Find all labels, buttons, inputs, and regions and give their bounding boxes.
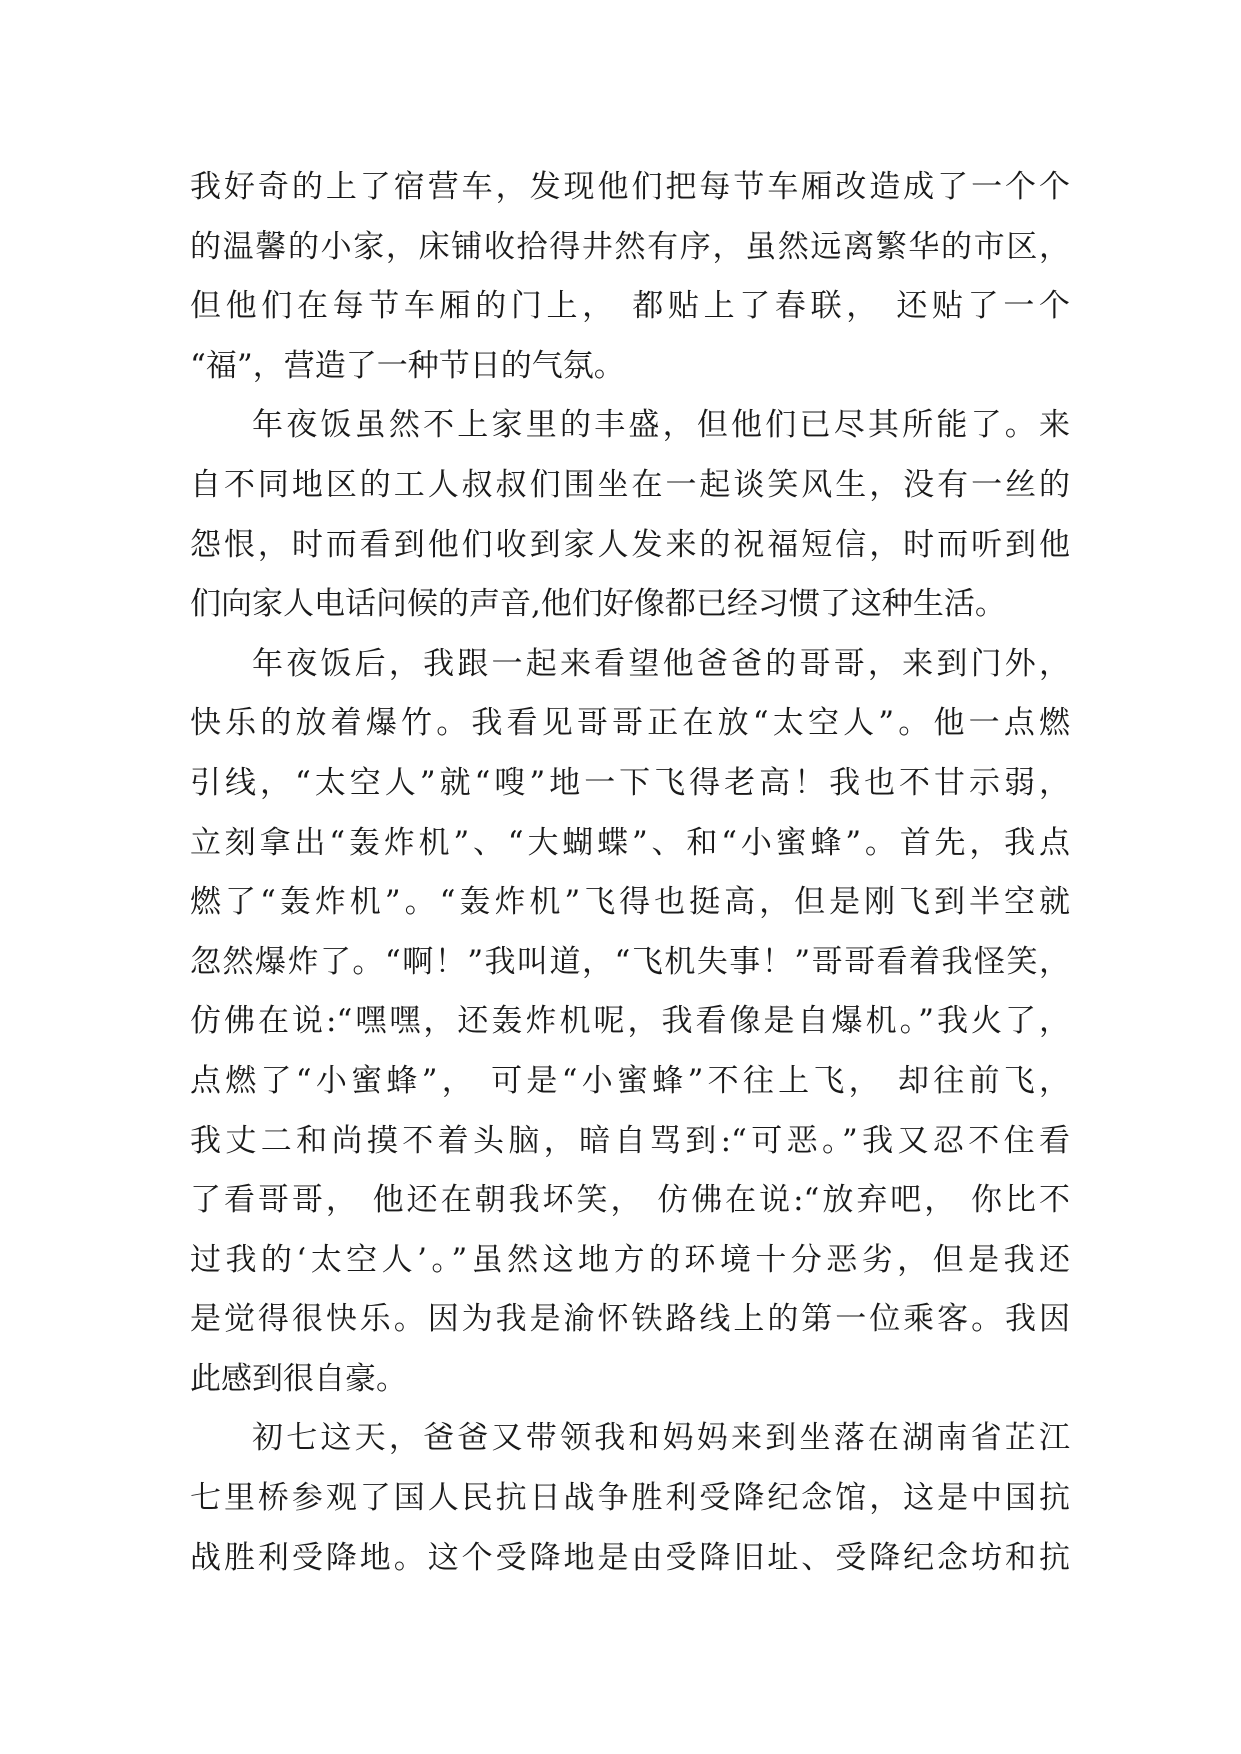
text-line: 七里桥参观了国人民抗日战争胜利受降纪念馆，这是中国抗 <box>190 1480 1070 1517</box>
text-line: 自不同地区的工人叔叔们围坐在一起谈笑风生，没有一丝的 <box>190 466 1070 503</box>
text-line: 我丈二和尚摸不着头脑，暗自骂到:“可恶。”我又忍不住看 <box>190 1122 1070 1159</box>
text-line: 但他们在每节车厢的门上， 都贴上了春联， 还贴了一个 <box>190 288 1070 325</box>
text-line: 快乐的放着爆竹。我看见哥哥正在放“太空人”。他一点燃 <box>190 705 1070 742</box>
text-line: 们向家人电话问候的声音,他们好像都已经习惯了这种生活。 <box>190 586 1006 623</box>
document-body <box>190 158 1070 1588</box>
text-line: 的温馨的小家，床铺收拾得井然有序，虽然远离繁华的市区， <box>190 228 1070 265</box>
paragraph-first-line: 初七这天，爸爸又带领我和妈妈来到坐落在湖南省芷江 <box>252 1420 1070 1457</box>
text-line: 忽然爆炸了。“啊！”我叫道，“飞机失事！”哥哥看着我怪笑， <box>190 943 1070 980</box>
text-line: 此感到很自豪。 <box>190 1360 407 1397</box>
text-line: 怨恨，时而看到他们收到家人发来的祝福短信，时而听到他 <box>190 526 1070 563</box>
paragraph-first-line: 年夜饭后，我跟一起来看望他爸爸的哥哥，来到门外， <box>252 645 1070 682</box>
text-line: 过我的‘太空人’。”虽然这地方的环境十分恶劣，但是我还 <box>190 1241 1070 1278</box>
text-line: 我好奇的上了宿营车，发现他们把每节车厢改造成了一个个 <box>190 169 1070 205</box>
text-line: 了看哥哥， 他还在朝我坏笑， 仿佛在说:“放弃吧， 你比不 <box>190 1182 1070 1219</box>
text-line: “福”，营造了一种节日的气氛。 <box>190 347 625 384</box>
text-line: 燃了“轰炸机”。“轰炸机”飞得也挺高，但是刚飞到半空就 <box>190 884 1070 921</box>
text-line: 是觉得很快乐。因为我是渝怀铁路线上的第一位乘客。我因 <box>190 1301 1070 1338</box>
paragraph-first-line: 年夜饭虽然不上家里的丰盛，但他们已尽其所能了。来 <box>252 407 1070 444</box>
text-line: 战胜利受降地。这个受降地是由受降旧址、受降纪念坊和抗 <box>190 1539 1070 1576</box>
text-line: 点燃了“小蜜蜂”， 可是“小蜜蜂”不往上飞， 却往前飞， <box>190 1062 1070 1099</box>
text-line: 仿佛在说:“嘿嘿，还轰炸机呢，我看像是自爆机。”我火了， <box>190 1003 1070 1040</box>
text-line: 立刻拿出“轰炸机”、“大蝴蝶”、和“小蜜蜂”。首先，我点 <box>190 824 1070 861</box>
text-line: 引线，“太空人”就“嗖”地一下飞得老高！我也不甘示弱， <box>190 764 1070 801</box>
